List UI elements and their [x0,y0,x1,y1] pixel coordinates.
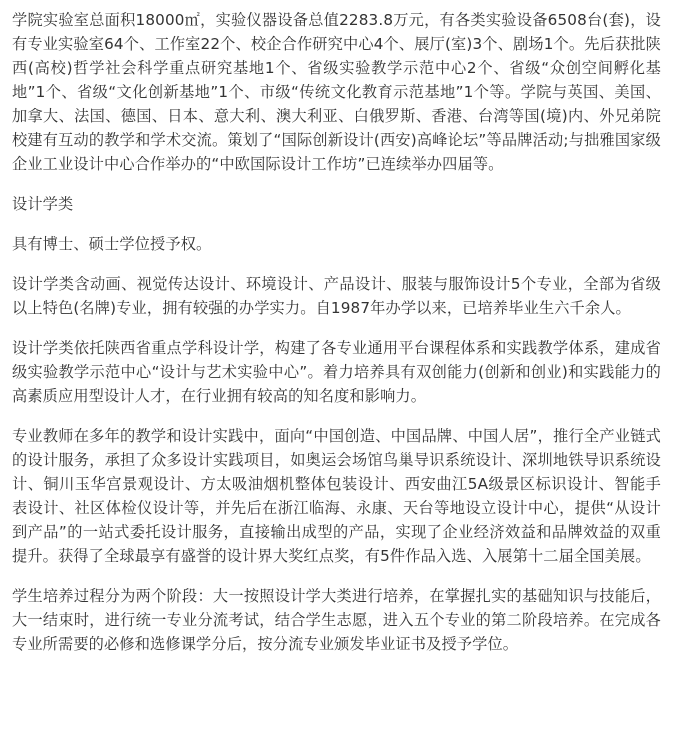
degree-paragraph: 具有博士、硕士学位授予权。 [12,235,212,253]
majors-paragraph: 设计学类含动画、视觉传达设计、环境设计、产品设计、服装与服饰设计5个专业，全部为省级以上特色(名牌)专业，拥有较强的办学实力。自1987年办学以来，已培养毕业生六千余人。 [12,275,661,317]
training-paragraph: 学生培养过程分为两个阶段：大一按照设计学大类进行培养，在掌握扎实的基础知识与技能后，大一结束时，进行统一专业分流考试，结合学生志愿，进入五个专业的第二阶段培养。在完成各专业所需要的必修和选修课学分后，按分流专业颁发毕业证书及授予学位。 [12,587,661,653]
practice-paragraph: 专业教师在多年的教学和设计实践中，面向“中国创造、中国品牌、中国人居”，推行全产业链式的设计服务，承担了众多设计实践项目，如奥运会场馆鸟巢导识系统设计、深圳地铁导识系统设计、铜川玉华宫景观设计、方太吸油烟机整体包装设计、西安曲江5A级景区标识设计、智能手表设计、社区体检仪设计等，并先后在浙江临海、永康、天台等地设立设计中心，提供“从设计到产品”的一站式委托设计服务，直接输出成型的产品，实现了企业经济效益和品牌效益的双重提升。获得了全球最享有盛誉的设计界大奖红点奖，有5件作品入选、入展第十二届全国美展。 [12,427,661,565]
section-title: 设计学类 [12,195,74,213]
intro-paragraph: 学院实验室总面积18000㎡，实验仪器设备总值2283.8万元，有各类实验设备6508台(套)，设有专业实验室64个、工作室22个、校企合作研究中心4个、展厅(室)3个、剧场1个。先后获批陕西(高校)哲学社会科学重点研究基地1个、省级实验教学示范中心2个、省级“众创空间孵化基地”1个、省级“文化创新基地”1个、市级“传统文化教育示范基地”1个等。学院与英国、美国、加拿大、法国、德国、日本、意大利、澳大利亚、白俄罗斯、香港、台湾等国(境)内、外兄弟院校建有互动的教学和学术交流。策划了“国际创新设计(西安)高峰论坛”等品牌活动;与拙雅国家级企业工业设计中心合作举办的“中欧国际设计工作坊”已连续举办四届等。 [12,11,661,173]
platform-paragraph: 设计学类依托陕西省重点学科设计学，构建了各专业通用平台课程体系和实践教学体系，建成省级实验教学示范中心“设计与艺术实验中心”。着力培养具有双创能力(创新和创业)和实践能力的高素质应用型设计人才，在行业拥有较高的知名度和影响力。 [12,339,661,405]
